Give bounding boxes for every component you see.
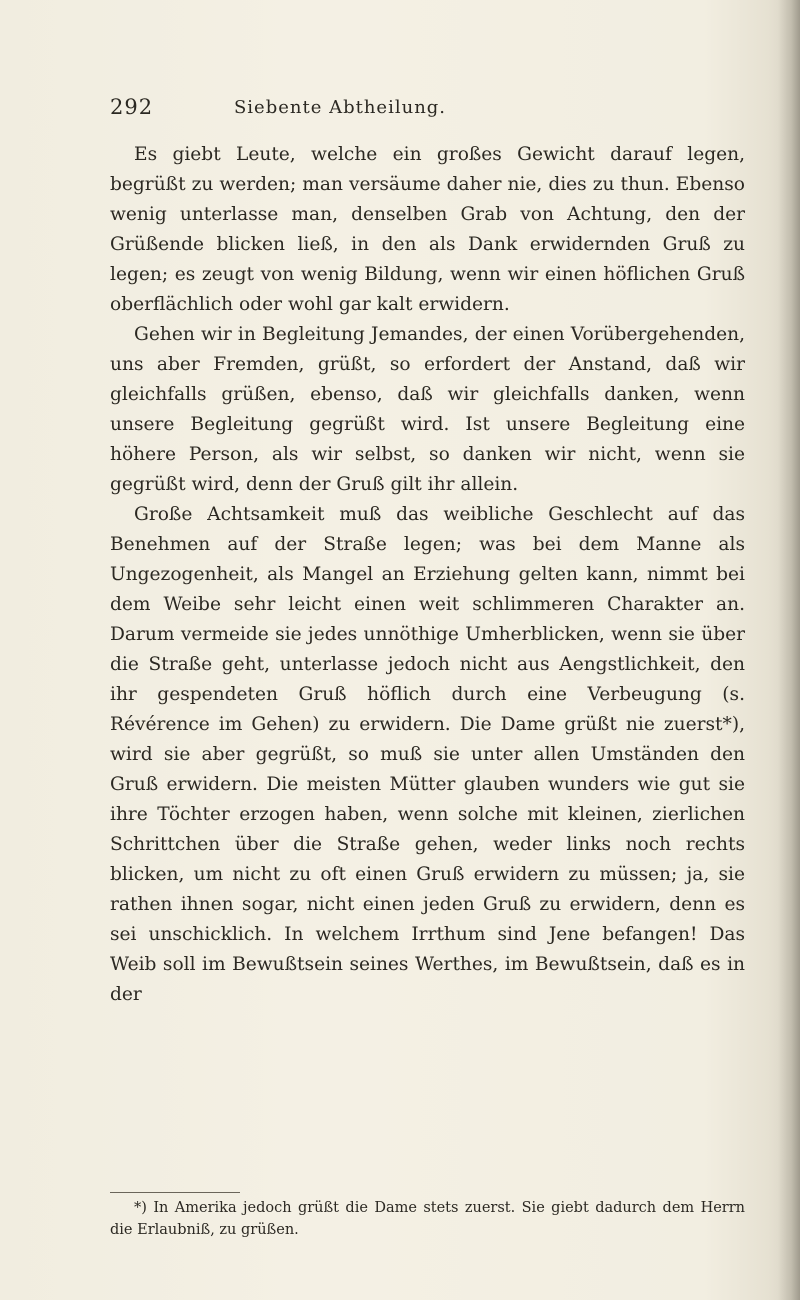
paragraph-greeting-importance: Es giebt Leute, welche ein großes Gewicht darauf legen, begrüßt zu werden; man versäume daher nie, dies zu thun. Ebenso wenig unterlasse man, denselben Grab von Achtung, den der Grüßende blicken ließ, in den als Dank erwidernden Gruß zu legen; es zeugt von wenig Bildung, wenn wir einen höflichen Gruß oberflächlich oder wohl gar kalt erwidern. bbox=[110, 144, 745, 315]
paragraph-female-conduct: Große Achtsamkeit muß das weibliche Geschlecht auf das Benehmen auf der Straße legen; was bei dem Manne als Ungezogenheit, als Mangel an Erziehung gelten kann, nimmt bei dem Weibe sehr leicht einen weit schlimmeren Charakter an. Darum vermeide sie jedes unnöthige Umherblicken, wenn sie über die Straße geht, unterlasse jedoch nicht aus Aengstlichkeit, den ihr gespendeten Gruß höflich durch eine Verbeugung (s. Révérence im Gehen) zu erwidern. Die Dame grüßt nie zuerst*), wird sie aber gegrüßt, so muß sie unter allen Umständen den Gruß erwidern. Die meisten Mütter glauben wunders wie gut sie ihre Töchter erzogen haben, wenn solche mit kleinen, zierlichen Schrittchen über die Straße gehen, weder links noch rechts blicken, um nicht zu oft einen Gruß erwidern zu müssen; ja, sie rathen ihnen sogar, nicht einen jeden Gruß zu erwidern, denn es sei unschicklich. In welchem Irrthum sind Jene befangen! Das Weib soll im Bewußtsein seines Werthes, im Bewußtsein, daß es in der bbox=[110, 504, 745, 1005]
footnote-rule bbox=[110, 1192, 240, 1193]
page-header bbox=[110, 95, 745, 125]
footnote: *) In Amerika jedoch grüßt die Dame stets zuerst. Sie giebt dadurch dem Herrn die Erlaubniß, zu grüßen. bbox=[110, 1200, 745, 1238]
page-edge-shadow bbox=[778, 0, 800, 1300]
paragraph-companion-greeting: Gehen wir in Begleitung Jemandes, der einen Vorübergehenden, uns aber Fremden, grüßt, so erfordert der Anstand, daß wir gleichfalls grüßen, ebenso, daß wir gleichfalls danken, wenn unsere Begleitung gegrüßt wird. Ist unsere Begleitung eine höhere Person, als wir selbst, so danken wir nicht, wenn sie gegrüßt wird, denn der Gruß gilt ihr allein. bbox=[110, 324, 745, 495]
running-title: Siebente Abtheilung. bbox=[233, 97, 447, 118]
body-text bbox=[110, 140, 745, 1010]
page-number: 292 bbox=[110, 95, 154, 119]
